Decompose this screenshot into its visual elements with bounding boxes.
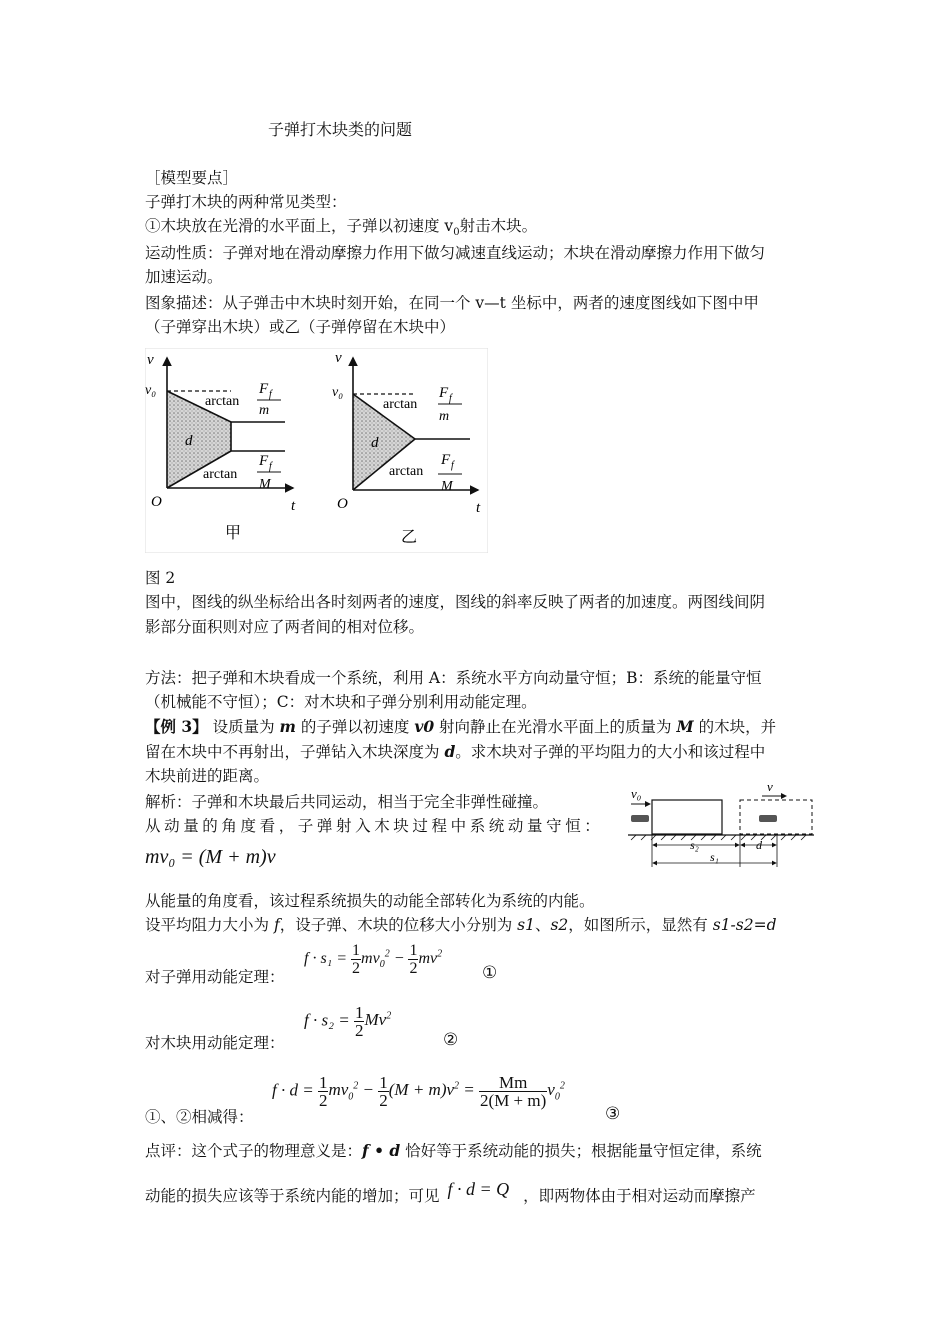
equation-2: f · s₂ = $\frac{1}{2}$ Mv$^2$	[304, 1003, 392, 1040]
section-heading: ［模型要点］	[145, 169, 239, 187]
paragraph-line: （机械能不守恒）；C：对木块和子弹分别利用动能定理。	[145, 693, 537, 711]
equation-1: f · s₁ = $\frac{1}{2}$ $mv_0^2$ − $\frac{1}{2}$ $mv^2$	[304, 942, 443, 977]
paragraph-line: 图象描述：从子弹击中木块时刻开始，在同一个 v—t 坐标中，两者的速度图线如下图中甲	[145, 294, 759, 312]
bullet-theorem-label: 对子弹用动能定理：	[145, 968, 285, 986]
graph-yi-v-axis-label: v	[335, 350, 342, 366]
diagram-s1-label: s₁	[710, 850, 719, 864]
graph-jia-caption: 甲	[225, 525, 242, 542]
solution-line: 从动量的角度看，子弹射入木块过程中系统动量守恒：	[145, 817, 604, 835]
solution-line: 解析：子弹和木块最后共同运动，相当于完全非弹性碰撞。	[145, 793, 549, 811]
equation-3-marker: ③	[605, 1104, 621, 1124]
graph-jia-v-axis-label: v	[147, 352, 154, 368]
example-tag: 【例 3】	[145, 717, 208, 736]
paragraph-line: 方法：把子弹和木块看成一个系统，利用 A：系统水平方向动量守恒；B：系统的能量守恒	[145, 669, 762, 687]
graph-yi-d-label: d	[371, 435, 379, 451]
comment-line: 点评：这个式子的物理意义是：f • d 恰好等于系统动能的损失；根据能量守恒定律，系统	[145, 1141, 762, 1160]
page-title: 子弹打木块类的问题	[268, 120, 413, 139]
equation-1-marker: ①	[482, 963, 498, 983]
graph-yi-caption: 乙	[401, 529, 418, 546]
equation-3: f · d = $\frac{1}{2}$ $mv_0^2$ − $\frac{1}{2}$ $(M + m)v^2$ = $\frac{Mm}{2(M + m)}$ $v_0^2$	[272, 1073, 565, 1110]
figure-caption: 图 2	[145, 569, 176, 587]
diagram-v0-label: v₀	[631, 786, 642, 801]
graph-jia-origin-label: O	[151, 494, 162, 510]
diagram-s2-label: s₂	[690, 838, 699, 852]
graph-jia-d-label: d	[185, 433, 193, 449]
solution-line: 设平均阻力大小为 f，设子弹、木块的位移大小分别为 s1、s2，如图所示，显然有 s1-s2=d	[145, 916, 777, 934]
comment-line: 动能的损失应该等于系统内能的增加；可见 f · d = Q ，即两物体由于相对运动而摩擦产	[145, 1179, 756, 1205]
momentum-equation: mv₀ = (M + m)v	[145, 846, 276, 868]
paragraph-line: 子弹打木块的两种常见类型：	[145, 193, 347, 211]
paragraph-line: 影部分面积则对应了两者间的相对位移。	[145, 618, 425, 636]
solution-line: 从能量的角度看，该过程系统损失的动能全部转化为系统的内能。	[145, 892, 595, 910]
example-line: 【例 3】 设质量为 m 的子弹以初速度 v0 射向静止在光滑水平面上的质量为 M 的木块，并	[145, 717, 777, 736]
vt-graph-figure	[145, 348, 488, 553]
graph-jia	[145, 352, 296, 542]
graph-jia-M-label: M	[259, 477, 271, 492]
graph-yi-f-subscript: f	[449, 393, 452, 404]
diagram-d-label: d	[756, 838, 762, 852]
example-line: 留在木块中不再射出，子弹钻入木块深度为 d。求木块对子弹的平均阻力的大小和该过程中	[145, 742, 766, 761]
paragraph-line: 图中，图线的纵坐标给出各时刻两者的速度，图线的斜率反映了两者的加速度。两图线间阴	[145, 593, 766, 611]
graph-yi-M-label: M	[441, 479, 453, 494]
paragraph-line: 运动性质：子弹对地在滑动摩擦力作用下做匀减速直线运动；木块在滑动摩擦力作用下做匀	[145, 244, 766, 262]
graph-jia-f-subscript-2: f	[269, 461, 272, 472]
graph-jia-arctan-label: arctan	[205, 394, 240, 409]
subtract-label: ①、②相减得：	[145, 1108, 254, 1126]
graph-jia-arctan-label-2: arctan	[203, 467, 238, 482]
example-line: 木块前进的距离。	[145, 767, 270, 785]
block-theorem-label: 对木块用动能定理：	[145, 1034, 285, 1052]
graph-jia-Ff-label: F	[259, 381, 269, 397]
graph-yi-f-subscript-2: f	[451, 460, 454, 471]
graph-yi-m-label: m	[439, 409, 450, 424]
graph-jia-m-label: m	[259, 403, 270, 418]
graph-yi-v0-label: v₀	[332, 385, 344, 400]
graph-yi-arctan-label-2: arctan	[389, 464, 424, 479]
graph-jia-f-subscript: f	[269, 389, 272, 400]
paragraph-line: 加速运动。	[145, 268, 223, 286]
graph-yi-Ff-label: F	[439, 385, 449, 401]
graph-jia-t-axis-label: t	[291, 498, 296, 514]
diagram-v-label: v	[767, 779, 773, 794]
graph-yi-origin-label: O	[337, 496, 348, 512]
bullet-block-diagram	[626, 777, 816, 869]
equation-2-marker: ②	[443, 1030, 459, 1050]
paragraph-line: ①木块放在光滑的水平面上，子弹以初速度 $v_0$射击木块。	[145, 217, 538, 239]
graph-yi-arctan-label: arctan	[383, 397, 418, 412]
graph-yi	[332, 350, 481, 546]
graph-yi-Ff-label-2: F	[441, 452, 451, 468]
paragraph-line: （子弹穿出木块）或乙（子弹停留在木块中）	[145, 318, 456, 336]
graph-yi-t-axis-label: t	[476, 500, 481, 516]
q-equation: f · d = Q	[447, 1179, 510, 1199]
graph-jia-v0-label: v₀	[145, 383, 157, 398]
graph-jia-Ff-label-2: F	[259, 453, 269, 469]
